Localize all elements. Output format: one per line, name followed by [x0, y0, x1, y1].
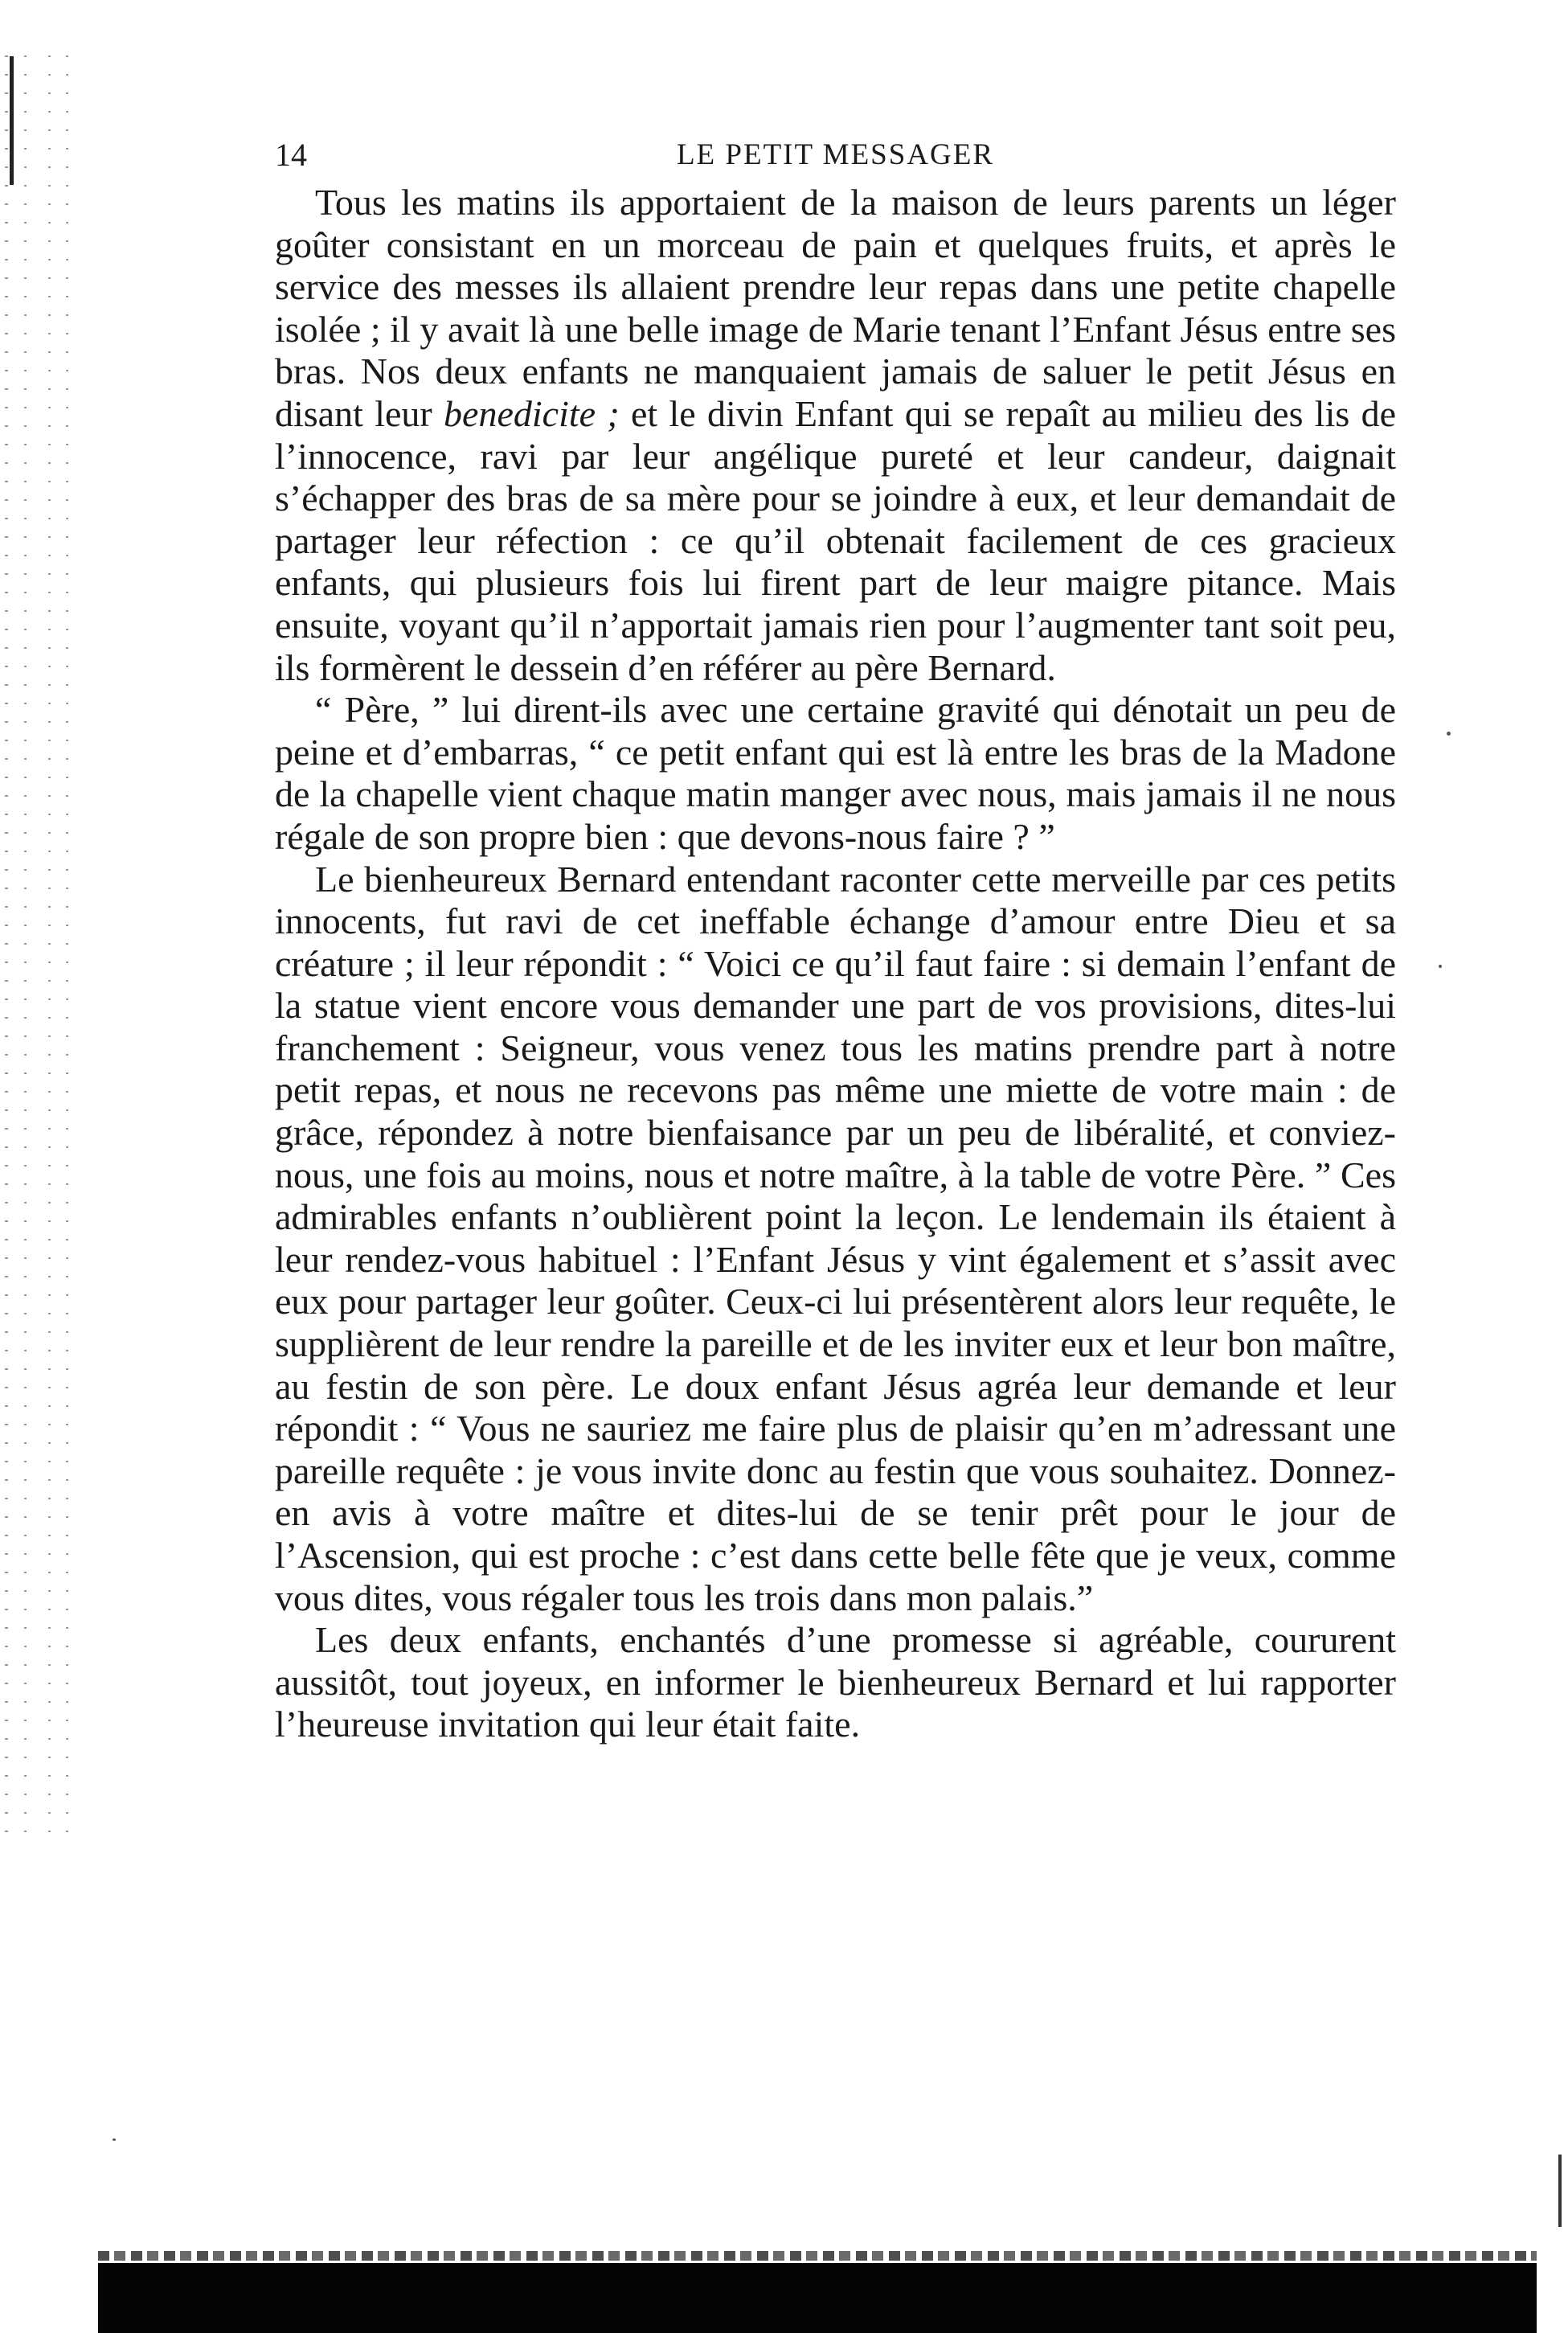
bottom-edge-shadow: [98, 2263, 1537, 2333]
page-header: [275, 135, 1396, 175]
running-title: LE PETIT MESSAGER: [676, 138, 995, 171]
page-number: 14: [275, 137, 307, 173]
binding-edge-line: [10, 56, 14, 185]
paragraph-4: Les deux enfants, enchantés d’une promesse si agréable, coururent aussitôt, tout joyeux, en informer le bienheureux Bernard et lui rapporter l’heureuse invitation qui leur était faite.: [275, 1619, 1396, 1745]
paragraph-1: [275, 182, 1396, 689]
paragraph-1-text-b: et le divin Enfant qui se repaît au milieu des lis de l’innocence, ravi par leur angélique pureté et leur candeur, daignait s’échapper des bras de sa mère pour se joindre à eux, et leur demandait de partager leur réfection : ce qu’il obtenait facilement de ces gracieux enfants, qui plusieurs fois lui firent part de leur maigre pitance. Mais ensuite, voyant qu’il n’apportait jamais rien pour l’augmenter tant soit peu, ils formèrent le dessein d’en référer au père Bernard.: [275, 392, 1396, 688]
scan-speck: [1447, 732, 1451, 736]
scan-speck: [1439, 965, 1442, 968]
paragraph-2: “ Père, ” lui dirent-ils avec une certaine gravité qui dénotait un peu de peine et d’embarras, “ ce petit enfant qui est là entre les bras de la Madone de la chapelle vient chaque matin manger avec nous, mais jamais il ne nous régale de son propre bien : que devons-nous faire ? ”: [275, 689, 1396, 857]
body-text: [275, 182, 1396, 1746]
paragraph-3: Le bienheureux Bernard entendant raconter cette merveille par ces petits innocents, fut ravi de cet ineffable échange d’amour entre Dieu et sa créature ; il leur répondit : “ Voici ce qu’il faut faire : si demain l’enfant de la statue vient encore vous demander une part de vos provisions, dites-lui franchement : Seigneur, vous venez tous les matins prendre part à notre petit repas, et nous ne recevons pas même une miette de votre main : de grâce, répondez à notre bienfaisance par un peu de libéralité, et conviez-nous, une fois au moins, nous et notre maître, à la table de votre Père. ” Ces admirables enfants n’oublièrent point la leçon. Le lendemain ils étaient à leur rendez-vous habituel : l’Enfant Jésus y vint également et s’assit avec eux pour partager leur goûter. Ceux-ci lui présentèrent alors leur requête, le supplièrent de leur rendre la pareille et de les inviter eux et leur bon maître, au festin de son père. Le doux enfant Jésus agréa leur demande et leur répondit : “ Vous ne sauriez me faire plus de plaisir qu’en m’adressant une pareille requête : je vous invite donc au festin que vous souhaitez. Donnez-en avis à votre maître et dites-lui de se tenir prêt pour le jour de l’Ascension, qui est proche : c’est dans cette belle fête que je veux, comme vous dites, vous régaler tous les trois dans mon palais.”: [275, 858, 1396, 1618]
bottom-edge-texture: [98, 2251, 1537, 2261]
binding-edge-artifacts: [0, 48, 104, 1849]
scan-speck: [113, 2138, 116, 2141]
right-edge-mark: [1558, 2155, 1562, 2227]
paragraph-1-italic: benedicite ;: [444, 392, 620, 434]
paragraph-1-text-a: Tous les matins ils apportaient de la maison de leurs parents un léger goûter consistant en un morceau de pain et quelques fruits, et après le service des messes ils allaient prendre leur repas dans une petite chapelle isolée ; il y avait là une belle image de Marie tenant l’Enfant Jésus entre ses bras. Nos deux enfants ne manquaient jamais de saluer le petit Jésus en disant leur: [275, 182, 1396, 434]
